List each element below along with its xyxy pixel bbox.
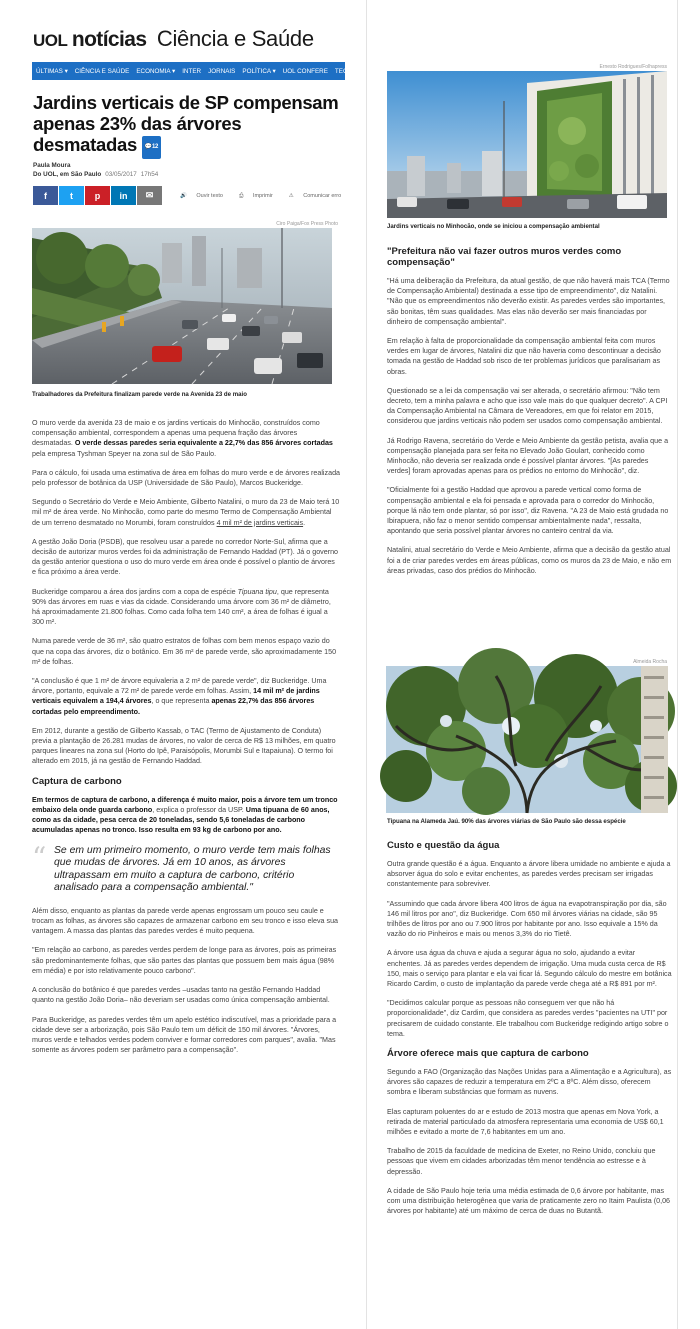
share-bar	[33, 186, 163, 205]
nav-bar	[32, 62, 353, 80]
photo-credit: Ernesto Rodrigues/Folhapress	[599, 64, 667, 70]
paragraph: "Decidimos calcular porque as pessoas não conseguem ver que não há proporcionalidade", diz Cardim, que considera as paredes verdes "pacientes na UTI" por precisarem de cuidado constante. Ele trabalhou com Buckeridge redigindo artigo sobre o tema.	[387, 999, 669, 1038]
pull-quote	[32, 840, 340, 895]
title-text: Jardins verticais de SP compensam apenas 23% das árvores desmatadas	[33, 92, 339, 155]
uol-logo[interactable]: UOL	[33, 31, 68, 50]
article-time: 17h54	[140, 171, 159, 178]
paragraph: Trabalho de 2015 da faculdade de medicina de Exeter, no Reino Unido, concluiu que pessoas que vivem em cidades arborizadas têm menor tendência ao estresse e à depressão.	[387, 1147, 656, 1176]
left-column	[30, 0, 353, 1329]
photo-caption: Trabalhadores da Prefeitura finalizam parede verde na Avenida 23 de maio	[32, 391, 247, 398]
paragraph: A conclusão do botânico é que paredes verdes –usadas tanto na gestão Fernando Haddad quanto na gestão João Doria– não deveriam ser usadas como única compensação ambiental.	[32, 986, 330, 1005]
paragraph: Para o cálculo, foi usada uma estimativa de área em folhas do muro verde e de árvores realizada pelo professor de botânica da USP (Universidade de São Paulo), Marcos Buckeridge.	[32, 468, 341, 488]
nav-item-jornais[interactable]: JORNAIS	[208, 67, 236, 75]
minhocao-photo-image	[387, 71, 667, 218]
report-error-button[interactable]	[289, 193, 349, 200]
nav-item-ultimas[interactable]: ÚLTIMAS ▾	[36, 67, 68, 75]
photo-credit: Ciro Paiga/Fox Press Photo	[276, 221, 338, 227]
article-body-left	[32, 418, 340, 1064]
right-column	[366, 0, 678, 1329]
subheading-carbono: Captura de carbono	[32, 775, 122, 787]
linkedin-share-button[interactable]	[111, 186, 136, 205]
paragraph: "A conclusão é que 1 m² de árvore equivaleria a 2 m² de parede verde", diz Buckeridge. Uma árvore, portanto, equivale a 72 m² de parede verde em folhas. Assim, 14 mil m² de jardins verticais equivalem a 194,4 árvores, o que representa apenas 22,7% das 856 árvores cortadas pelo empreendimento.	[32, 677, 327, 716]
paragraph: Buckeridge comparou a área dos jardins com a copa de espécie Tipuana tipu, que representa 90% das árvores em ruas e vias da cidade. Considerando uma árvore com 36 m² de diâmetro, há aproximadamente 21.800 folhas. Como cada folha tem 140 cm², a área de folhas é igual a 300 m².	[32, 587, 331, 627]
paragraph: A gestão João Doria (PSDB), que resolveu usar a parede no corredor Norte-Sul, afirma que a decisão de autorizar muros verdes foi da administração de Fernando Haddad (PT). Já o governo da gestão anterior questiona o uso do muro verde em área onde é possível o plantio de árvores e fica próximo a área verde.	[32, 537, 339, 577]
nav-item-ciencia[interactable]: CIÊNCIA E SAÚDE	[74, 67, 130, 75]
twitter-icon: t	[70, 190, 73, 201]
article-date: 03/05/2017	[105, 171, 137, 178]
paragraph: "Assumindo que cada árvore libera 400 litros de água na evapotranspiração por dia, são 146 mil litros por ano", diz Buckeridge. Com 650 mil árvores viárias na cidade, são 95 trilhões de litros por ano ou 7.900 litros por habitante por ano. Isso equivale a 15% da vazão do rio Pinheiros e mais ou menos 3,3% do rio Tietê.	[387, 899, 667, 939]
paragraph: "Oficialmente foi a gestão Haddad que aprovou a parede vertical como forma de compensação ambiental e ela foi pensada e aprovada para o corredor do Minhocão, porque lá não tem onde plantar, só por isso", diz Ravena. "A 23 de Maio está grudada no Ibirapuera, não faz o menor sentido compensar ambientalmente nada", ressalta, apontando que seria possível plantar árvores no canteiro central da via.	[387, 486, 669, 536]
listen-label: Ouvir texto	[196, 193, 223, 199]
photo-credit: Almeida Rocha	[633, 659, 667, 665]
comments-count: 12	[151, 144, 159, 150]
linkedin-icon: in	[119, 190, 128, 201]
paragraph: A cidade de São Paulo hoje teria uma média estimada de 0,6 árvore por habitante, mas com uma distribuição heterogênea que varia de praticamente zero no Itaim Paulista (0,06 árvores por habitante) até um máximo de cerca de duas no Butantã.	[387, 1186, 671, 1216]
paragraph: Outra grande questão é a água. Enquanto a árvore libera umidade no ambiente e ajuda a absorver água do solo e evitar enchentes, as paredes verdes precisam ser irrigadas constantemente para sobreviver.	[387, 860, 671, 889]
noticias-logo[interactable]: notícias	[71, 28, 147, 51]
article-body-right-bottom	[387, 836, 672, 1225]
paragraph: Em relação à falta de proporcionalidade da compensação ambiental feita com muros verdes em lugar de árvores, Natalini diz que não haveria como descontinuar a decisão tomada na gestão de Haddad sob risco de ter problemas jurídicos que paralisariam as obras.	[387, 337, 661, 376]
nav-item-economia[interactable]: ECONOMIA ▾	[136, 67, 176, 75]
minhocao-photo[interactable]	[387, 71, 667, 218]
photo-caption: Tipuana na Alameda Jaú. 90% das árvores viárias de São Paulo são dessa espécie	[387, 818, 626, 825]
pinterest-share-button[interactable]	[85, 186, 110, 205]
photo-caption: Jardins verticais no Minhocão, onde se iniciou a compensação ambiental	[387, 223, 600, 230]
article-tools	[180, 193, 357, 200]
paragraph: Além disso, enquanto as plantas da parede verde apenas engrossam um pouco seu caule e trocam as folhas, as árvores são capazes de armazenar carbono em seu tronco e isso eleva sua vantagem. A massa das plantas das paredes verdes é muito pequena.	[32, 906, 339, 936]
article-body-right-top	[387, 242, 672, 585]
paragraph: Já Rodrigo Ravena, secretário do Verde e Meio Ambiente da gestão petista, avalia que a compensação planejada para ser feita no Elevado João Goulart, conhecido como Minhocão, não deveria ser realizada onde é possível plantar árvores. "[As paredes verdes] foram aprovadas apenas para os prédios no entorno do Minhocão", diz.	[387, 436, 669, 476]
nav-item-uol-confere[interactable]: UOL CONFERE	[282, 67, 328, 75]
nav-item-inter[interactable]: INTER	[182, 67, 202, 75]
print-label: Imprimir	[252, 193, 273, 199]
subheading-beneficios: Árvore oferece mais que captura de carbono	[387, 1048, 589, 1060]
facebook-share-button[interactable]	[33, 186, 58, 205]
avenue-photo-image	[32, 228, 332, 384]
nav-item-politica[interactable]: POLÍTICA ▾	[242, 67, 276, 75]
avenue-photo[interactable]	[32, 228, 332, 384]
section-title[interactable]: Ciência e Saúde	[156, 26, 314, 51]
print-button[interactable]	[239, 193, 281, 200]
facebook-icon: f	[44, 190, 47, 201]
paragraph: Em termos de captura de carbono, a diferença é muito maior, pois a árvore tem um tronco embaixo dela onde guarda carbono, explica o professor da USP. Uma tipuana de 60 anos, como as da cidade, pesa cerca de 20 toneladas, sendo 5,6 toneladas de carbono acumuladas apenas no tronco. Isso resulta em 93 kg de carbono por ano.	[32, 795, 338, 835]
pinterest-icon: p	[94, 190, 101, 201]
paragraph: Segundo o Secretário do Verde e Meio Ambiente, Gilberto Natalini, o muro da 23 de Maio terá 10 mil m² de área verde. No Minhocão, como parte do mesmo Termo de Compensação Ambiental de um terreno desmatado no Morumbi, foram construídos 4 mil m² de jardins verticais.	[32, 498, 340, 527]
article-title	[33, 92, 343, 159]
tipuana-photo[interactable]	[386, 666, 668, 813]
subheading-agua: Custo e questão da água	[387, 840, 500, 851]
pull-quote-text: Se em um primeiro momento, o muro verde tem mais folhas que mudas de árvores. Já em 10 anos, as árvores ultrapassam em muito a captura de carbono, critério analisado para a compensação ambiental."	[54, 844, 331, 894]
printer-icon: ⎙	[238, 193, 244, 199]
paragraph: Numa parede verde de 36 m², são quatro estratos de folhas com bem menos espaço vazio do que na copa das árvores, diz o botânico. Em 36 m² de parede verde, são aproximadamente 150 m² de folhas.	[32, 637, 337, 666]
speaker-icon: 🔊	[180, 193, 187, 199]
nav-item-tecn[interactable]: TECN	[334, 67, 353, 75]
subheading-prefeitura: "Prefeitura não vai fazer outros muros verdes como compensação"	[387, 246, 622, 268]
quote-mark-icon: “	[32, 840, 47, 874]
paragraph: Elas capturam poluentes do ar e estudo de 2013 mostra que apenas em Nova York, a retirada de material particulado da atmosfera representaria uma economia de US$ 60,1 milhões e evitado a morte de 7,6 habitantes em um ano.	[387, 1107, 664, 1137]
paragraph: Para Buckeridge, as paredes verdes têm um apelo estético indiscutível, mas a prioridade para a cidade deve ser a arborização, pois São Paulo tem um déficit de 150 mil árvores. "Árvores, muros verde e telhados verdes podem conviver e formar corredores com parques", avalia. "Mas somente as árvores podem ser parâmetro para a compensação".	[32, 1015, 337, 1055]
site-header	[33, 28, 314, 53]
jardins-link[interactable]: 4 mil m² de jardins verticais	[216, 518, 304, 527]
paragraph: Natalini, atual secretário do Verde e Meio Ambiente, afirma que a decisão da gestão atual foi a de criar paredes verdes em áreas públicas, como os muros da 23 de Maio, e não em áreas privadas, caso dos prédios do Minhocão.	[387, 546, 672, 575]
paragraph: O muro verde da avenida 23 de maio e os jardins verticais do Minhocão, construídos como compensação ambiental, correspondem a apenas uma pequena fração das árvores desmatadas. O verde dessas paredes seria equivalente a 22,7% das 856 árvores cortadas pela empresa Tyshman Speyer na zona sul de São Paulo.	[32, 419, 333, 458]
article-source: Do UOL, em São Paulo	[33, 171, 102, 178]
email-icon: ✉	[145, 190, 154, 200]
paragraph: "Há uma deliberação da Prefeitura, da atual gestão, de que não haverá mais TCA (Termo de Compensação Ambiental) destinada a esse tipo de empreendimento", diz Natalini. "Não que os empreendimentos não deverão existir. As paredes verdes são importantes, são bonitas, têm suas qualidades. Mas elas não deverão ser mais financiadas por dinheiro de compensação ambiental".	[387, 277, 670, 326]
twitter-share-button[interactable]	[59, 186, 84, 205]
listen-button[interactable]	[180, 193, 231, 200]
paragraph: Questionado se a lei da compensação vai ser alterada, o secretário afirmou: "Não tem decreto, tem a minha palavra e acho que isso vale mais do que qualquer decreto". A CPI da Compensação Ambiental na Câmara de Vereadores, em que foi relator em 2015, considerou que jardins verticais não podem ser usados como compensação ambiental.	[387, 386, 668, 426]
paragraph: Em 2012, durante a gestão de Gilberto Kassab, o TAC (Termo de Ajustamento de Conduta) previa a plantação de 26.281 mudas de árvores, no valor de cerca de R$ 13 milhões, em quatro parques lineares na zona sul (Horto do Ipê, Paraisópolis, Morumbi Sul e Itapaiuna). O termo foi alterado em 2015, já na gestão de Fernando Haddad.	[32, 726, 336, 766]
warning-icon: ⚠	[288, 193, 294, 199]
tipuana-photo-image	[386, 666, 668, 813]
author-name: Paula Moura	[33, 162, 71, 169]
paragraph: Segundo a FAO (Organização das Nações Unidas para a Alimentação e a Agricultura), as árvores são capazes de reduzir a temperatura em 2ºC a 8ºC. Além disso, oferecem sombra e liberam substâncias que formam as nuvens.	[387, 1068, 672, 1097]
email-share-button[interactable]	[137, 186, 162, 205]
paragraph: A árvore usa água da chuva e ajuda a segurar água no solo, ajudando a evitar enchentes. Já as paredes verdes dependem de irrigação. Uma muda custa cerca de R$ 150, mais o serviço para plantar e ela vai ficar lá. Segundo cálculo do mestre em botânica Ricardo Cardim, o custo de implantação da parede verde chega até a R$ 891 por m².	[387, 949, 672, 989]
paragraph: "Em relação ao carbono, as paredes verdes perdem de longe para as árvores, pois as primeiras são predominantemente folhas, que são partes das plantas que possuem bem mais água (98% em média) e por isto relativamente pouco carbono".	[32, 946, 337, 975]
comments-badge[interactable]: 💬12	[142, 136, 161, 159]
report-label: Comunicar erro	[303, 193, 342, 199]
byline	[33, 161, 158, 179]
